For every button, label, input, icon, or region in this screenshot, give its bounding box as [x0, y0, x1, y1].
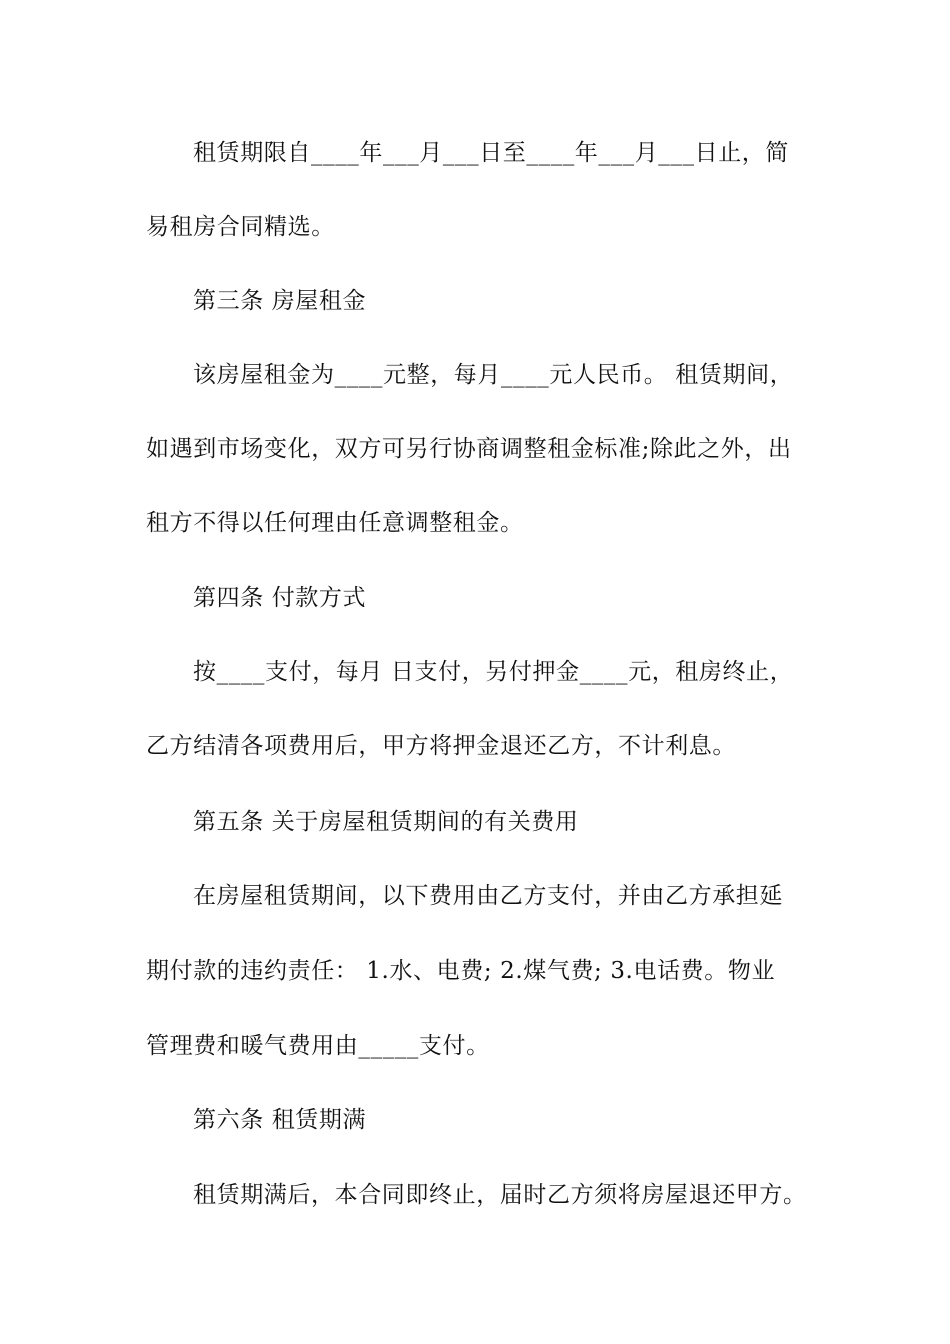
- article-4-heading: 第四条 付款方式: [193, 585, 367, 611]
- article-6-heading: 第六条 租赁期满: [193, 1107, 367, 1133]
- rent-paragraph-line-1: 该房屋租金为____元整，每月____元人民币。 租赁期间，: [193, 362, 794, 388]
- expiry-paragraph-line-1: 租赁期满后，本合同即终止，届时乙方须将房屋退还甲方。: [193, 1182, 807, 1208]
- lease-term-line-1: 租赁期限自____年___月___日至____年___月___日止，简: [193, 140, 789, 166]
- article-5-heading: 第五条 关于房屋租赁期间的有关费用: [193, 809, 579, 835]
- fees-paragraph-line-1: 在房屋租赁期间，以下费用由乙方支付，并由乙方承担延: [193, 883, 783, 909]
- payment-paragraph-line-2: 乙方结清各项费用后，甲方将押金退还乙方，不计利息。: [146, 733, 736, 759]
- lease-term-line-2: 易租房合同精选。: [146, 214, 335, 240]
- rent-paragraph-line-3: 租方不得以任何理由任意调整租金。: [146, 510, 524, 536]
- rent-paragraph-line-2: 如遇到市场变化，双方可另行协商调整租金标准;除此之外，出: [146, 436, 792, 462]
- article-3-heading: 第三条 房屋租金: [193, 288, 367, 314]
- fees-paragraph-line-3: 管理费和暖气费用由_____支付。: [146, 1033, 490, 1059]
- fees-paragraph-line-2: 期付款的违约责任： 1.水、电费; 2.煤气费; 3.电话费。物业: [146, 958, 776, 984]
- payment-paragraph-line-1: 按____支付，每月 日支付，另付押金____元，租房终止，: [193, 659, 794, 685]
